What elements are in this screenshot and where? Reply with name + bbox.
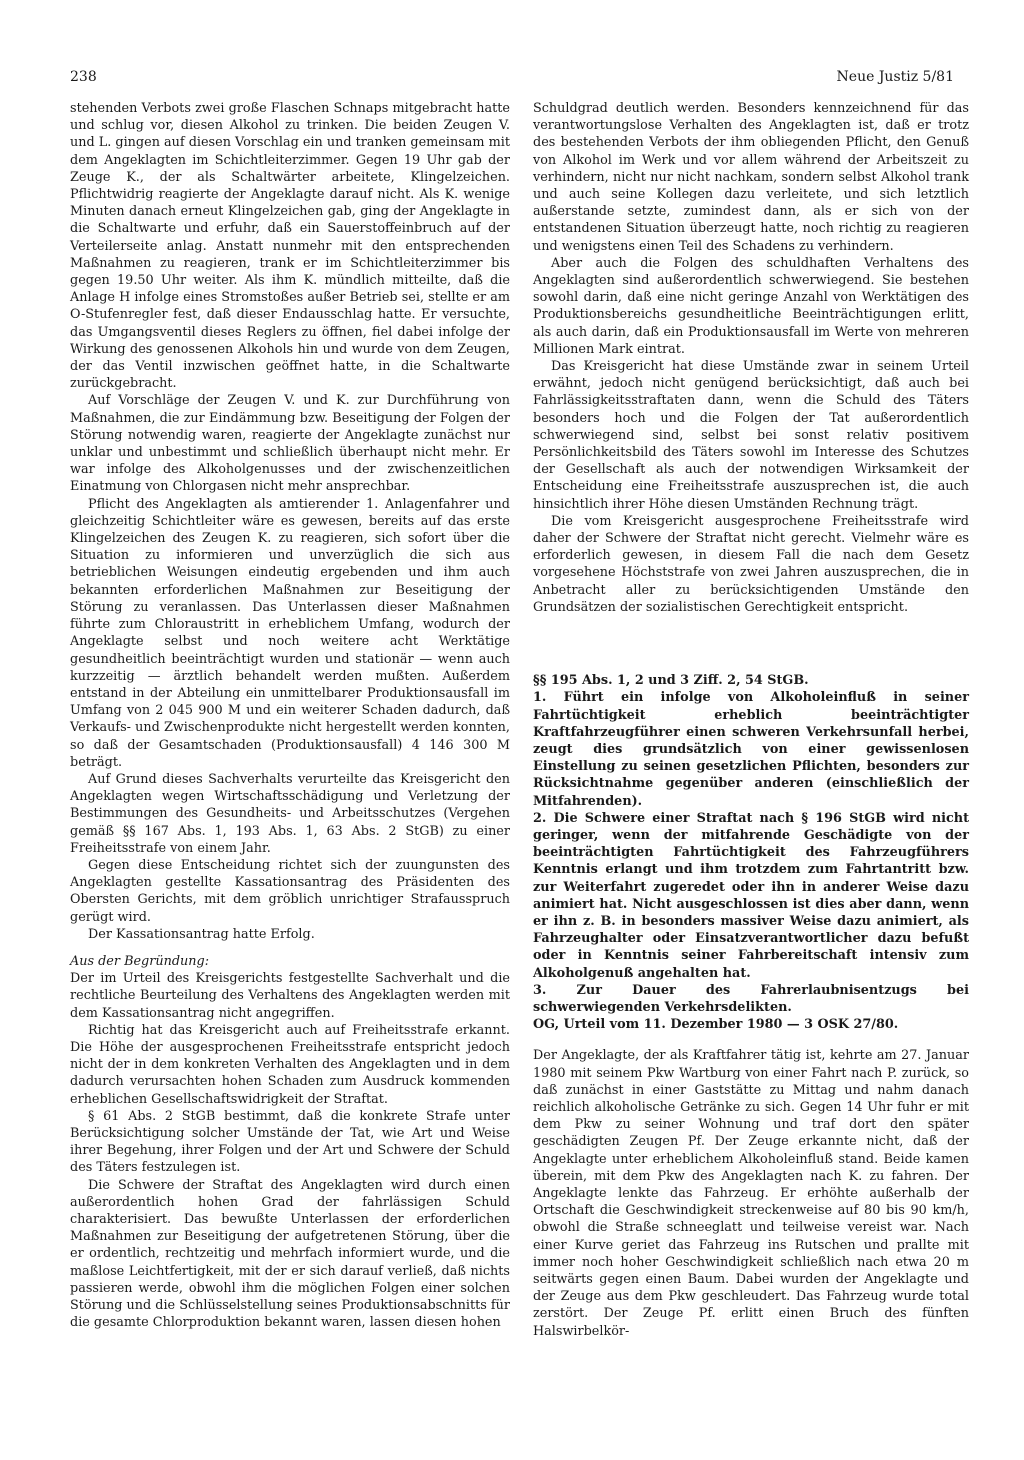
left-column [70, 100, 510, 1331]
paragraph: Der Angeklagte, der als Kraftfahrer tätig ist, kehrte am 27. Januar 1980 mit seinem Pkw Wartburg von einer Fahrt nach P. zurück, so daß zunächst in einer Gaststätte zu Mittag und nahm danach reichlich alkoholische Getränke zu sich. Gegen 14 Uhr fuhr er mit dem Pkw zu seiner Wohnung und traf dort den später geschädigten Zeugen Pf. Der Zeuge erkannte nicht, daß der Angeklagte unter erheblichem Alkoholeinfluß stand. Beide kamen überein, mit dem Pkw des Angeklagten nach K. zu fahren. Der Angeklagte lenkte das Fahrzeug. Er erhöhte außerhalb der Ortschaft die Geschwindigkeit streckenweise auf 80 bis 90 km/h, obwohl die Straße schneeglatt und teilweise vereist war. Nach einer Kurve geriet das Fahrzeug ins Rutschen und prallte mit immer noch hoher Geschwindigkeit schließlich nach etwa 20 m seitwärts gegen einen Baum. Dabei wurden der Angeklagte und der Zeuge aus dem Pkw geschleudert. Das Fahrzeug wurde total zerstört. Der Zeuge Pf. erlitt einen Bruch des fünften Halswirbelkör- [533, 1048, 969, 1339]
paragraph: Gegen diese Entscheidung richtet sich der zuungunsten des Angeklagten gestellte Kassationsantrag des Präsidenten des Obersten Gerichts, mit dem gröblich unrichtiger Strafausspruch gerügt wird. [70, 857, 510, 925]
paragraph: Auf Vorschläge der Zeugen V. und K. zur Durchführung von Maßnahmen, die zur Eindämmung bzw. Beseitigung der Folgen der Störung notwendig waren, reagierte der Angeklagte zunächst nur unklar und unbestimmt und schließlich überhaupt nicht mehr. Er war infolge des Alkoholgenusses und der zwischenzeitlichen Einatmung von Chlorgasen nicht mehr ansprechbar. [70, 393, 510, 495]
right-column [533, 100, 969, 1340]
paragraph: stehenden Verbots zwei große Flaschen Schnaps mitgebracht hatte und schlug vor, diesen Alkohol zu trinken. Die beiden Zeugen V. und L. gingen auf diesen Vorschlag ein und tranken gemeinsam mit dem Angeklagten im Schichtleiterzimmer. Gegen 19 Uhr gab der Zeuge K., der als Schaltwärter arbeitete, Klingelzeichen. Pflichtwidrig reagierte der Angeklagte darauf nicht. Als K. wenige Minuten danach erneut Klingelzeichen gab, ging der Angeklagte in die Schaltwarte und erfuhr, daß ein Sauerstoffeinbruch auf der Verteilerseite anlag. Anstatt nunmehr mit den entsprechenden Maßnahmen zu reagieren, trank er im Schichtleiterzimmer bis gegen 19.50 Uhr weiter. Als ihm K. mündlich mitteilte, daß die Anlage H infolge eines Stromstoßes außer Betrieb sei, stellte er am O-Stufenregler fest, daß dieser Endausschlag hatte. Er versuchte, das Umgangsventil dieses Reglers zu öffnen, fiel dabei infolge der Wirkung des genossenen Alkohols hin und wurde von dem Zeugen, der das Ventil inzwischen geöffnet hatte, in die Schaltwarte zurückgebracht. [70, 101, 510, 392]
paragraph: Die Schwere der Straftat des Angeklagten wird durch einen außerordentlich hohen Grad der fahrlässigen Schuld charakterisiert. Das bewußte Unterlassen der erforderlichen Maßnahmen zur Beseitigung der aufgetretenen Störung, über die er ordentlich, rechtzeitig und mehrfach informiert wurde, und die maßlose Leichtfertigkeit, mit der er sich darauf verließ, daß nichts passieren werde, obwohl ihm die möglichen Folgen einer solchen Störung und die Schlüsselstellung seines Produktionsabschnitts für die gesamte Chlorproduktion bekannt waren, lassen diesen hohen [70, 1177, 510, 1331]
headnote-item: 3. Zur Dauer des Fahrerlaubnisentzugs bei schwerwiegenden Verkehrsdelikten. [533, 982, 969, 1015]
paragraph: Richtig hat das Kreisgericht auch auf Freiheitsstrafe erkannt. Die Höhe der ausgesprochenen Freiheitsstrafe entspricht jedoch nicht der in dem konkreten Verhalten des Angeklagten und in dem dadurch verursachten hohen Schaden zum Ausdruck kommenden erheblichen Gesellschaftswidrigkeit der Straftat. [70, 1022, 510, 1107]
paragraph: Der Kassationsantrag hatte Erfolg. [88, 926, 315, 942]
headnote-item: 1. Führt ein infolge von Alkoholeinfluß in seiner Fahrtüchtigkeit erheblich beeinträchtigter Kraftfahrzeugführer einen schweren Verkehrsunfall herbei, zeugt dies grundsätzlich von einer gewissenlosen Einstellung zu seinen gesetzlichen Pflichten, besonders zur Rücksichtnahme gegenüber anderen (einschließlich der Mitfahrenden). [533, 690, 969, 809]
paragraph: Auf Grund dieses Sachverhalts verurteilte das Kreisgericht den Angeklagten wegen Wirtschaftsschädigung und Verletzung der Bestimmungen des Gesundheits- und Arbeitsschutzes (Vergehen gemäß §§ 167 Abs. 1, 193 Abs. 1, 63 Abs. 2 StGB) zu einer Freiheitsstrafe von einem Jahr. [70, 771, 510, 856]
section-subheading: Aus der Begründung: [70, 953, 210, 969]
page-header [70, 66, 954, 88]
journal-issue: Neue Justiz 5/81 [836, 69, 954, 85]
paragraph: Aber auch die Folgen des schuldhaften Verhaltens des Angeklagten sind außerordentlich schwerwiegend. Sie bestehen sowohl darin, daß eine nicht geringe Anzahl von Werktätigen des Produktionsbereichs gesundheitliche Beeinträchtigungen erlitt, als auch darin, daß ein Produktionsausfall im Werte von mehreren Millionen Mark eintrat. [533, 255, 969, 357]
headnote-item: 2. Die Schwere einer Straftat nach § 196 StGB wird nicht geringer, wenn der mitfahrende Geschädigte von der beeinträchtigten Fahrtüchtigkeit des Fahrzeugführers Kenntnis erlangt und ihm trotzdem zum Fahrtantritt bzw. zur Weiterfahrt zugeredet oder ihn in anderer Weise dazu animiert hat. Nicht ausgeschlossen ist dies aber dann, wenn er ihn z. B. in besonders massiver Weise dazu animiert, als Fahrzeughalter oder Einsatzverantwortlicher dazu befußt oder in Kenntnis seiner Fahrbereitschaft intensiv zum Alkoholgenuß angehalten hat. [533, 810, 969, 981]
paragraph: Das Kreisgericht hat diese Umstände zwar in seinem Urteil erwähnt, jedoch nicht genügend berücksichtigt, daß auch bei Fahrlässigkeitsstraftaten dann, wenn die Schuld des Täters besonders hoch und die Folgen der Tat außerordentlich schwerwiegend sind, selbst bei sonst relativ positivem Persönlichkeitsbild des Täters sowohl im Interesse des Schutzes der Gesellschaft als auch der notwendigen Wirksamkeit der Entscheidung eine Freiheitsstrafe auszusprechen ist, die auch hinsichtlich ihrer Höhe diesen Umständen Rechnung trägt. [533, 359, 969, 512]
paragraph: Schuldgrad deutlich werden. Besonders kennzeichnend für das verantwortungslose Verhalten des Angeklagten ist, daß er trotz des bestehenden Verbots der ihm obliegenden Pflicht, den Genuß von Alkohol im Werk und vor allem während der Arbeitszeit zu verhindern, nicht nur nicht nachkam, sondern selbst Alkohol trank und auch seine Kollegen dazu verleitete, und sich letztlich außerstande setzte, zumindest dann, als er sich von der entstandenen Situation überzeugt hatte, noch richtig zu reagieren und wenigstens einen Teil des Schadens zu verhindern. [533, 101, 969, 254]
paragraph: Pflicht des Angeklagten als amtierender 1. Anlagenfahrer und gleichzeitig Schichtleiter wäre es gewesen, bereits auf das erste Klingelzeichen des Zeugen K. zu reagieren, sich sofort über die Situation zu informieren und unverzüglich die sich aus betrieblichen Weisungen eindeutig ergebenden und ihm auch bekannten erforderlichen Maßnahmen zur Beseitigung der Störung zu veranlassen. Das Unterlassen dieser Maßnahmen führte zum Chloraustritt in erheblichem Umfang, wodurch der Angeklagte selbst und noch weitere acht Werktätige gesundheitlich beeinträchtigt wurden und stationär — wenn auch kurzzeitig — ärztlich behandelt werden mußten. Außerdem entstand in der Abteilung ein unmittelbarer Produktionsausfall im Umfang von 2 045 900 M und ein weiterer Schaden dadurch, daß Verkaufs- und Zwischenprodukte nicht hergestellt werden konnten, so daß der Gesamtschaden (Produktionsausfall) 4 146 300 M beträgt. [70, 496, 510, 770]
paragraph: Die vom Kreisgericht ausgesprochene Freiheitsstrafe wird daher der Schwere der Straftat nicht gerecht. Vielmehr wäre es erforderlich gewesen, in diesem Fall die nach dem Gesetz vorgesehene Höchststrafe von zwei Jahren auszusprechen, die in Anbetracht aller zu berücksichtigenden Umstände den Grundsätzen der sozialistischen Gerechtigkeit entspricht. [533, 513, 969, 615]
paragraph: Der im Urteil des Kreisgerichts festgestellte Sachverhalt und die rechtliche Beurteilung des Verhaltens des Angeklagten werden mit dem Kassationsantrag nicht angegriffen. [70, 971, 510, 1021]
section-spacer [533, 616, 969, 672]
paragraph: § 61 Abs. 2 StGB bestimmt, daß die konkrete Strafe unter Berücksichtigung solcher Umstände der Tat, wie Art und Weise ihrer Begehung, ihrer Folgen und der Art und Schwere der Schuld des Täters festzulegen ist. [70, 1108, 510, 1176]
law-reference-heading: §§ 195 Abs. 1, 2 und 3 Ziff. 2, 54 StGB. [533, 673, 809, 689]
court-citation: OG, Urteil vom 11. Dezember 1980 — 3 OSK 27/80. [533, 1017, 899, 1033]
page-number: 238 [70, 69, 97, 85]
